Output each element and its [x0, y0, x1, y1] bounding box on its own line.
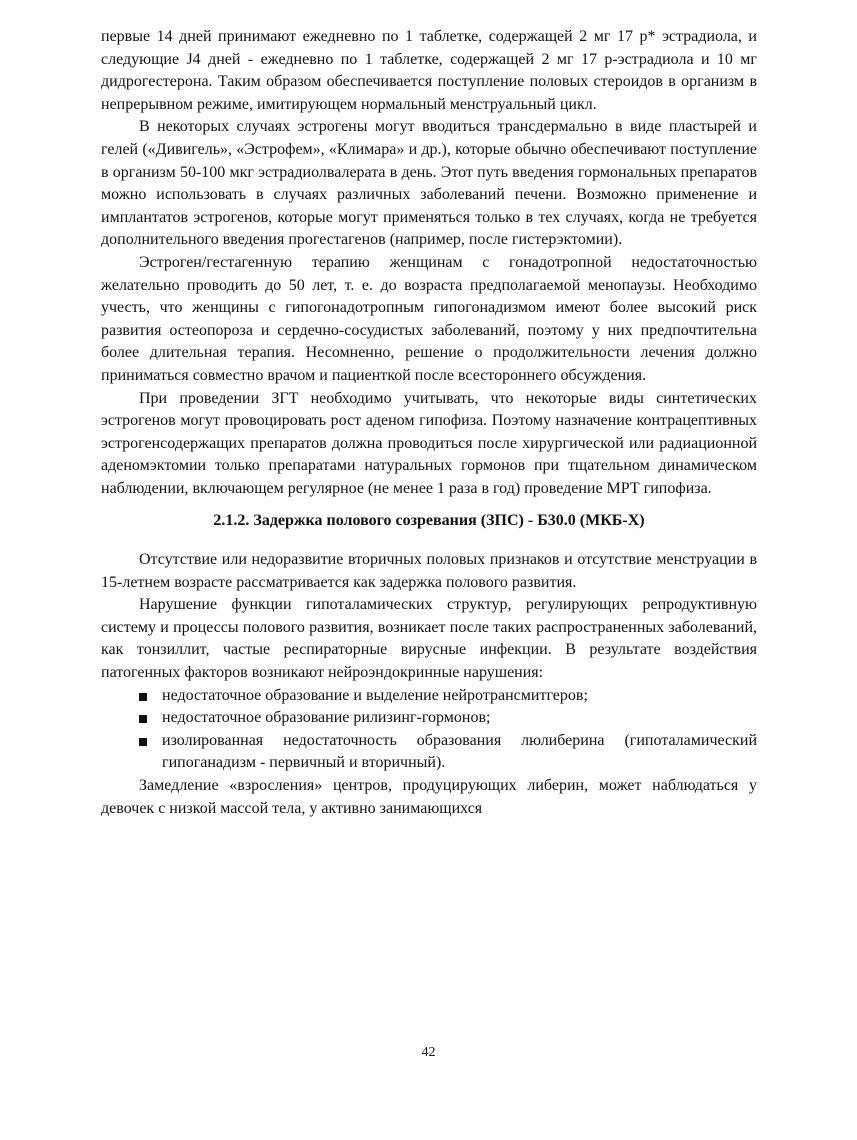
list-item [139, 707, 757, 730]
paragraph-continuation: первые 14 дней принимают ежедневно по 1 таблетке, содержащей 2 мг 17 р* эстрадиола, и следующие J4 дней - ежедневно по 1 таблетке, содержащей 2 мг 17 р-эстрадиола и 10 мг дидрогестерона. Таким образом обеспечивается поступление половых стероидов в организм в непрерывном режиме, имитирующем нормальный менструальный цикл. [101, 28, 757, 113]
square-bullet-icon [139, 693, 147, 701]
square-bullet-icon [139, 738, 147, 746]
list-item-text: недостаточное образование и выделение нейротрансмитгеров; [162, 686, 588, 704]
section-heading: 2.1.2. Задержка полового созревания (ЗПС) - Б30.0 (МКБ-Х) [213, 512, 645, 530]
list-item-text: недостаточное образование рилизинг-гормонов; [162, 709, 491, 727]
page-number: 42 [421, 1045, 436, 1060]
list-item [139, 685, 757, 708]
paragraph-closing: Замедление «взросления» центров, продуцирующих либерин, может наблюдаться у девочек с низкой массой тела, у активно занимающихся [101, 777, 757, 817]
paragraph-hypothalamic-dysfunction: Нарушение функции гипоталамических структур, регулирующих репродуктивную систему и процессы полового развития, возникает после таких распространенных заболеваний, как тонзиллит, частые респираторные вирусные инфекции. В результате воздействия патогенных факторов возникают нейроэндокринные нарушения: [101, 596, 757, 682]
list-item-text: изолированная недостаточность образования люлиберина (гипоталамический гипоганадизм - первичный и вторичный). [162, 731, 757, 772]
paragraph-definition: Отсутствие или недоразвитие вторичных половых признаков и отсутствие менструации в 15-летнем возрасте рассматривается как задержка полового развития. [101, 551, 757, 591]
square-bullet-icon [139, 715, 147, 723]
paragraph-estrogen-gestagen-therapy: Эстроген/гестагенную терапию женщинам с гонадотропной недостаточностью желательно проводить до 50 лет, т. е. до возраста предполагаемой менопаузы. Необходимо учесть, что женщины с гипогонадотропным гипогонадизмом имеют более высокий риск развития остеопороза и сердечно-сосудистых заболеваний, поэтому у них предпочтительна более длительная терапия. Несомненно, решение о продолжительности лечения должно приниматься совместно врачом и пациенткой после всестороннего обсуждения. [101, 253, 757, 384]
neuroendocrine-disorders-list [101, 685, 757, 775]
paragraph-hrt-considerations: При проведении ЗГТ необходимо учитывать, что некоторые виды синтетических эстрогенов могут провоцировать рост аденом гипофиза. Поэтому назначение контрацептивных эстрогенсодержащих препаратов должна проводиться после хирургической или радиационной аденомэктомии только препаратами натуральных гормонов при тщательном динамическом наблюдении, включающем регулярное (не менее 1 раза в год) проведение МРТ гипофиза. [101, 389, 757, 497]
page-body [101, 26, 757, 820]
list-item [139, 730, 757, 775]
paragraph-transdermal-estrogens: В некоторых случаях эстрогены могут вводиться трансдермально в виде пластырей и гелей («Дивигель», «Эстрофем», «Климара» и др.), которые обычно обеспечивают поступление в организм 50-100 мкг эстрадиолвалерата в день. Этот путь введения гормональных препаратов можно использовать в случаях различных заболеваний печени. Возможно применение и имплантатов эстрогенов, которые могут применяться только в тех случаях, когда не требуется дополнительного введения прогестагенов (например, после гистерэктомии). [101, 118, 757, 249]
